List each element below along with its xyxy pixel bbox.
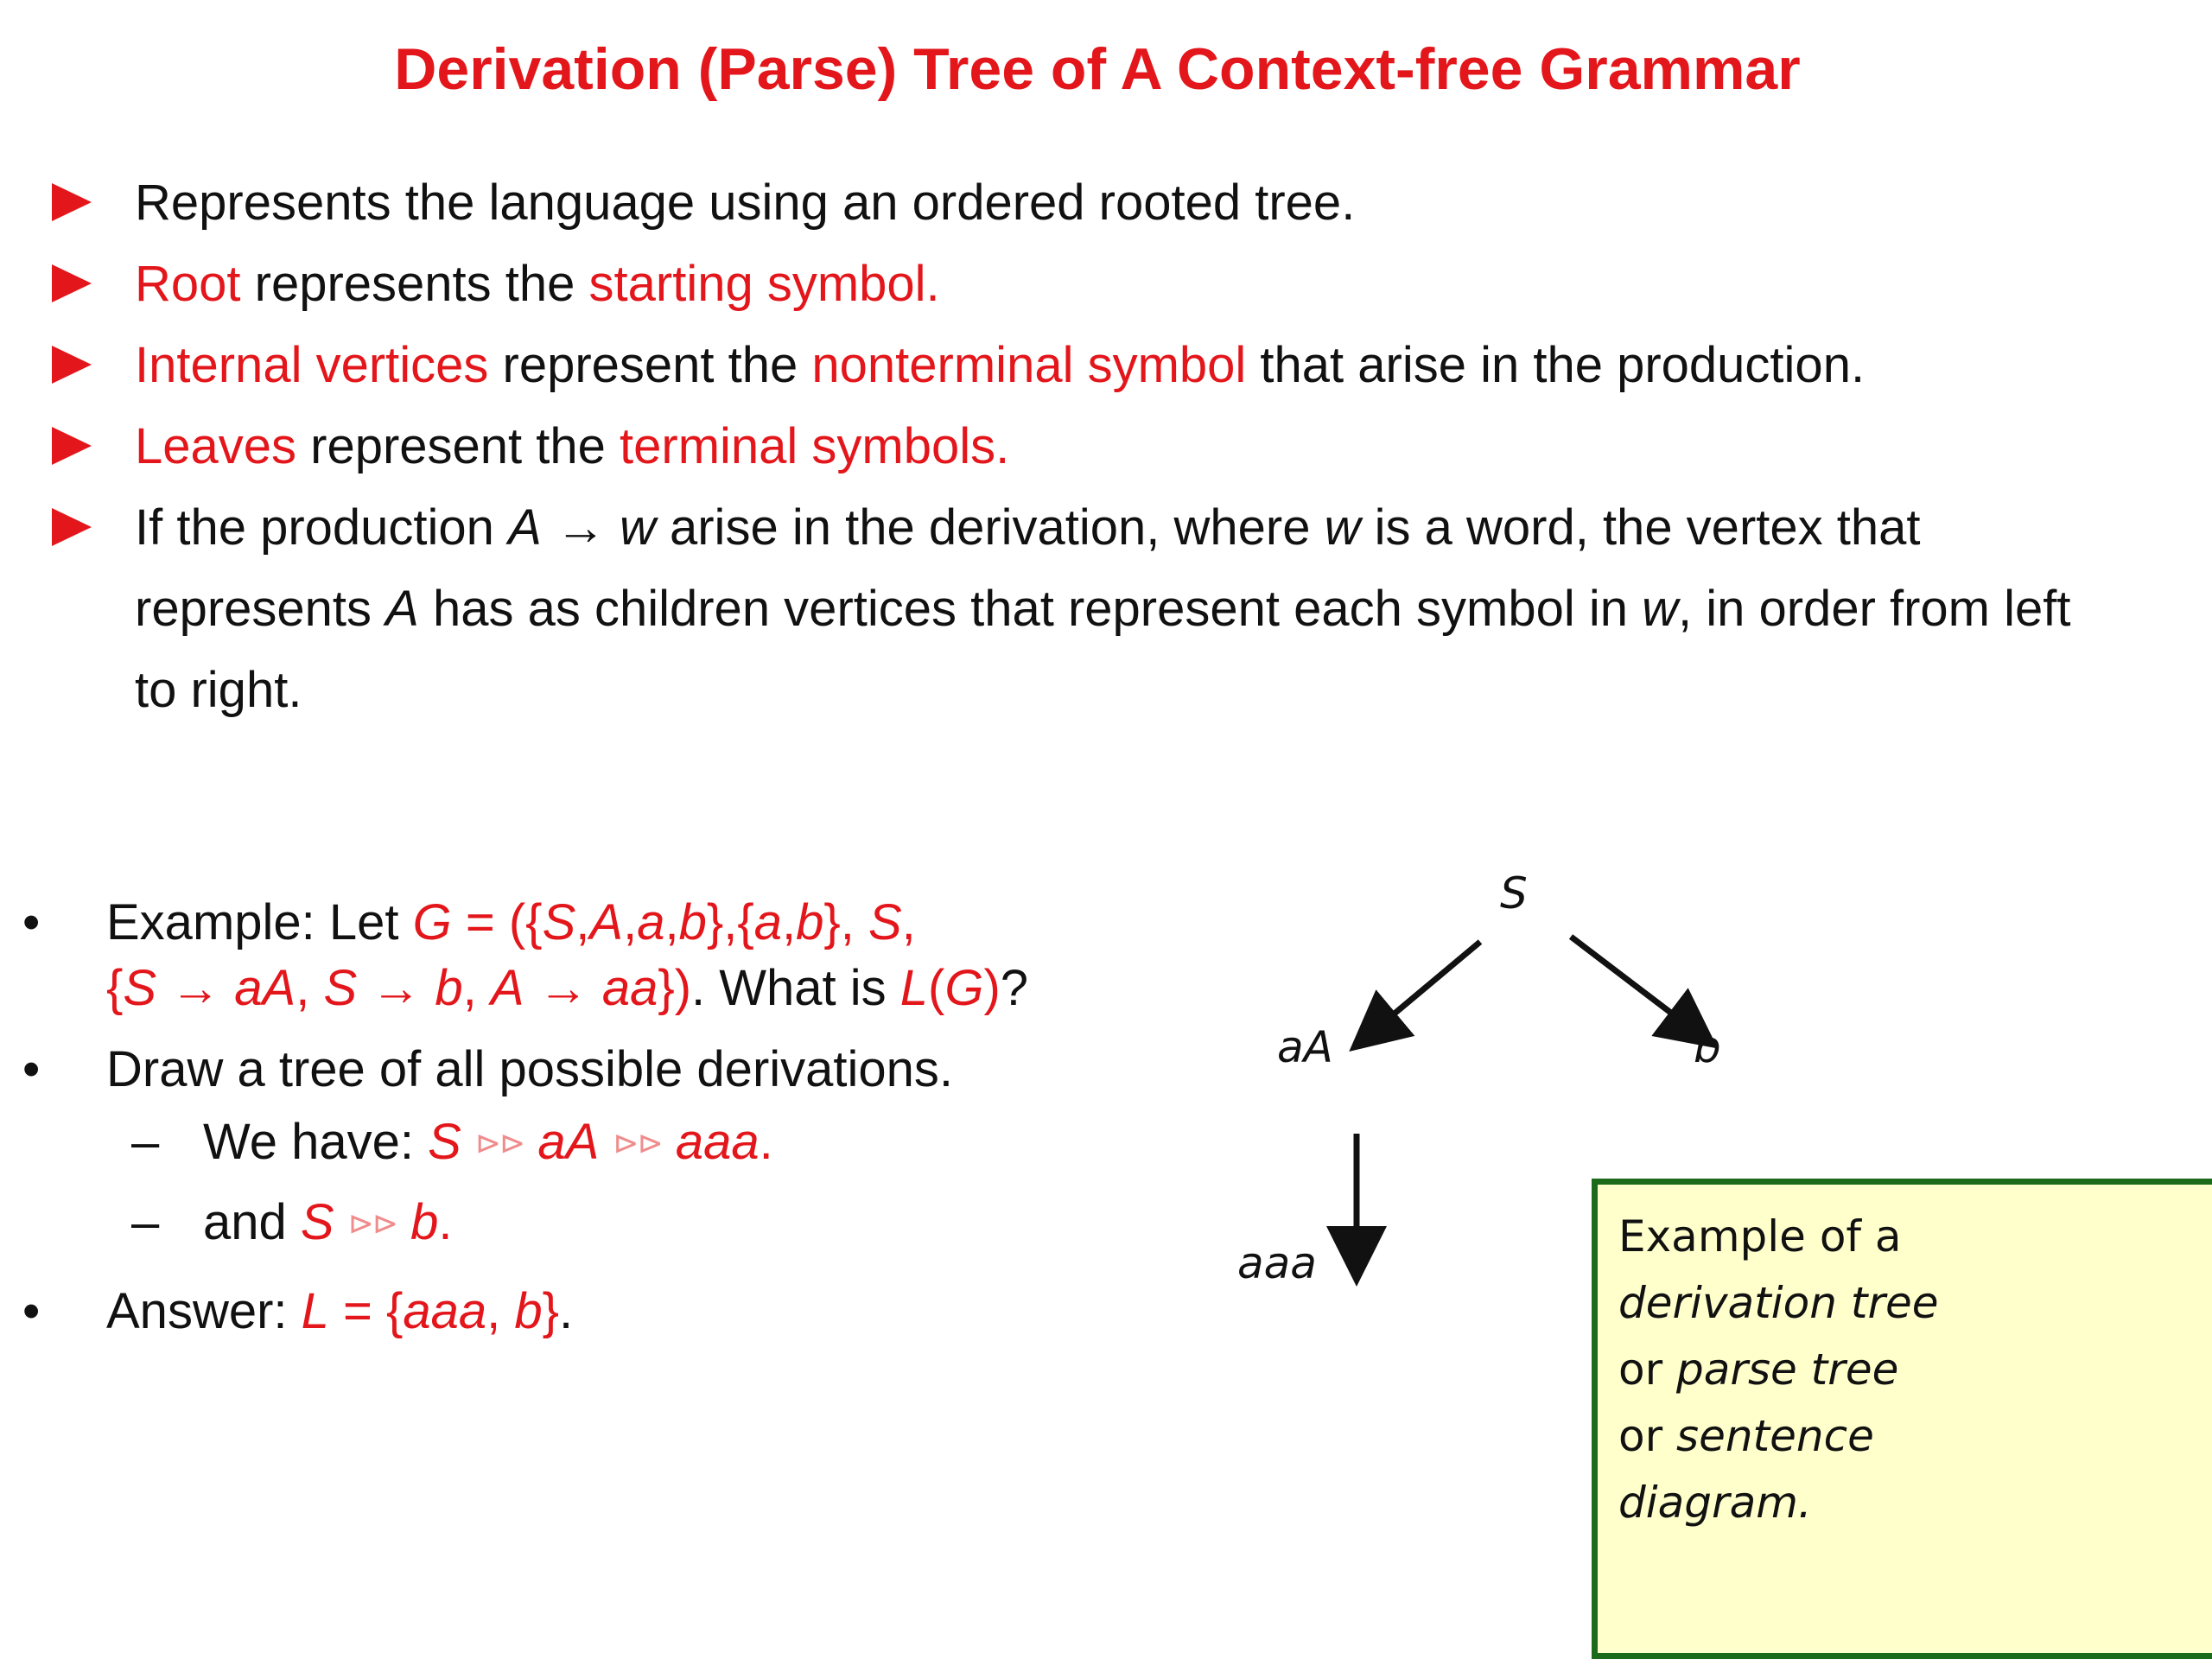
triangle-bullet-icon <box>52 346 92 384</box>
example-text: Example: Let <box>106 894 413 950</box>
bullet-internal-vertices <box>52 325 2160 406</box>
math-symbol: a <box>637 894 665 950</box>
math-symbol: aA <box>234 960 296 1016</box>
math-symbol: A <box>589 894 624 950</box>
math-symbol: aA <box>537 1114 600 1170</box>
math-symbol: S <box>428 1114 461 1170</box>
math-punct: ( <box>928 960 945 1016</box>
callout-line: derivation tree <box>1618 1278 1939 1328</box>
bullet-text: Represents the language using an ordered rooted tree. <box>135 175 1356 231</box>
callout-line <box>1618 1403 2196 1470</box>
tree-node-root: S <box>1500 868 1528 918</box>
tree-node-leaf: aaa <box>1237 1238 1317 1288</box>
bullet-text: arise in the derivation, where <box>655 499 1325 556</box>
bullet-dot: • <box>22 1041 41 1097</box>
math-punct: . <box>759 1114 773 1170</box>
bullet-text: that arise in the production. <box>1246 337 1866 393</box>
math-punct: , <box>623 894 638 950</box>
callout-line: Example of a <box>1618 1211 1902 1262</box>
arrow-symbol: → <box>156 960 235 1016</box>
bullet-text: If the production <box>135 499 509 556</box>
term-internal-vertices: Internal vertices <box>135 337 489 393</box>
math-punct: = ({ <box>451 894 543 950</box>
term-nonterminal-symbol: nonterminal symbol <box>811 337 1247 393</box>
definition-bullets <box>52 162 2160 731</box>
derives-icon: ⊳⊳ <box>347 1205 397 1241</box>
math-punct: , <box>664 894 679 950</box>
math-symbol: aa <box>601 960 658 1016</box>
arrow-symbol: → <box>524 960 602 1016</box>
triangle-bullet-icon <box>52 508 92 546</box>
bullet-leaves <box>52 406 2160 487</box>
bullet-text: represent the <box>296 418 620 474</box>
math-symbol: b <box>435 960 463 1016</box>
math-symbol: a <box>753 894 782 950</box>
and-line <box>0 1183 1192 1263</box>
bullet-text: represent the <box>488 337 812 393</box>
math-punct: }, <box>823 894 868 950</box>
math-symbol: b <box>514 1283 543 1339</box>
math-punct: , <box>781 894 797 950</box>
bullet-text: represents <box>135 581 386 637</box>
math-symbol: w <box>1324 499 1361 556</box>
math-punct: , <box>296 960 324 1016</box>
math-symbol: S <box>123 960 157 1016</box>
example-text: . <box>559 1283 574 1339</box>
term-root: Root <box>135 256 241 312</box>
math-symbol: aaa <box>675 1114 760 1170</box>
math-symbol: A <box>385 581 419 637</box>
math-symbol: b <box>678 894 707 950</box>
math-symbol: w <box>619 499 656 556</box>
example-text: We have: <box>203 1114 429 1170</box>
bullet-production-rule <box>52 487 2160 731</box>
math-symbol: S <box>323 960 358 1016</box>
bullet-root <box>52 244 2160 325</box>
bullet-dot: • <box>22 1283 41 1339</box>
derives-icon: ⊳⊳ <box>613 1125 662 1160</box>
example-block <box>0 890 1192 1344</box>
arrow-symbol: → <box>541 499 620 556</box>
dash-bullet: – <box>131 1194 160 1250</box>
callout-text: or <box>1618 1411 1677 1461</box>
math-symbol: b <box>796 894 824 950</box>
math-punct: , <box>486 1283 515 1339</box>
term-leaves: Leaves <box>135 418 297 474</box>
math-punct: },{ <box>706 894 754 950</box>
dash-bullet: – <box>131 1114 160 1170</box>
callout-line <box>1618 1337 2196 1403</box>
math-punct: }) <box>658 960 692 1016</box>
example-text: and <box>203 1194 301 1250</box>
slide-title: Derivation (Parse) Tree of A Context-free Grammar <box>394 36 1801 102</box>
example-grammar-line <box>0 890 1192 956</box>
math-symbol: S <box>542 894 576 950</box>
edge-root-to-right <box>1571 937 1708 1041</box>
math-punct: , <box>901 894 916 950</box>
bullet-text: has as children vertices that represent each symbol in <box>418 581 1643 637</box>
math-symbol: A <box>490 960 524 1016</box>
math-symbol: G <box>412 894 452 950</box>
math-punct: , <box>462 960 491 1016</box>
math-punct: ) <box>983 960 1001 1016</box>
bullet-text: , in order from left <box>1678 581 2071 637</box>
bullet-ordered-rooted-tree <box>52 162 2160 244</box>
callout-term: sentence <box>1676 1411 1874 1461</box>
example-text: Answer: <box>106 1283 302 1339</box>
triangle-bullet-icon <box>52 183 92 221</box>
triangle-bullet-icon <box>52 264 92 302</box>
math-punct: } <box>542 1283 560 1339</box>
math-symbol: G <box>944 960 984 1016</box>
draw-tree-line <box>0 1037 1192 1103</box>
math-punct: { <box>106 960 124 1016</box>
tree-node-left: aA <box>1277 1022 1333 1072</box>
example-text: . What is <box>691 960 900 1016</box>
answer-line <box>0 1279 1192 1344</box>
math-symbol: L <box>899 960 929 1016</box>
triangle-bullet-icon <box>52 427 92 465</box>
example-text: ? <box>1000 960 1029 1016</box>
math-symbol: S <box>300 1194 334 1250</box>
callout-line: diagram. <box>1618 1478 1812 1528</box>
edge-root-to-left <box>1358 942 1480 1044</box>
callout-term: parse tree <box>1676 1344 1899 1395</box>
math-punct: . <box>438 1194 453 1250</box>
bullet-text: is a word, the vertex that <box>1360 499 1921 556</box>
math-symbol: A <box>508 499 542 556</box>
example-productions-line <box>0 956 1192 1021</box>
tree-node-right: b <box>1694 1022 1721 1072</box>
bullet-dot: • <box>22 894 41 950</box>
bullet-text: represents the <box>240 256 589 312</box>
math-punct: = { <box>328 1283 404 1339</box>
callout-text: or <box>1618 1344 1677 1395</box>
math-punct: , <box>575 894 590 950</box>
math-symbol: b <box>410 1194 439 1250</box>
we-have-line <box>0 1103 1192 1183</box>
math-symbol: S <box>868 894 902 950</box>
math-symbol: L <box>301 1283 329 1339</box>
example-text: Draw a tree of all possible derivations. <box>106 1041 954 1097</box>
bullet-text: to right. <box>135 662 302 718</box>
callout-box <box>1592 1179 2212 1659</box>
term-starting-symbol: starting symbol. <box>588 256 940 312</box>
arrow-symbol: → <box>357 960 435 1016</box>
derives-icon: ⊳⊳ <box>474 1125 524 1160</box>
term-terminal-symbols: terminal symbols. <box>620 418 1010 474</box>
math-symbol: w <box>1642 581 1678 637</box>
math-symbol: aaa <box>403 1283 487 1339</box>
